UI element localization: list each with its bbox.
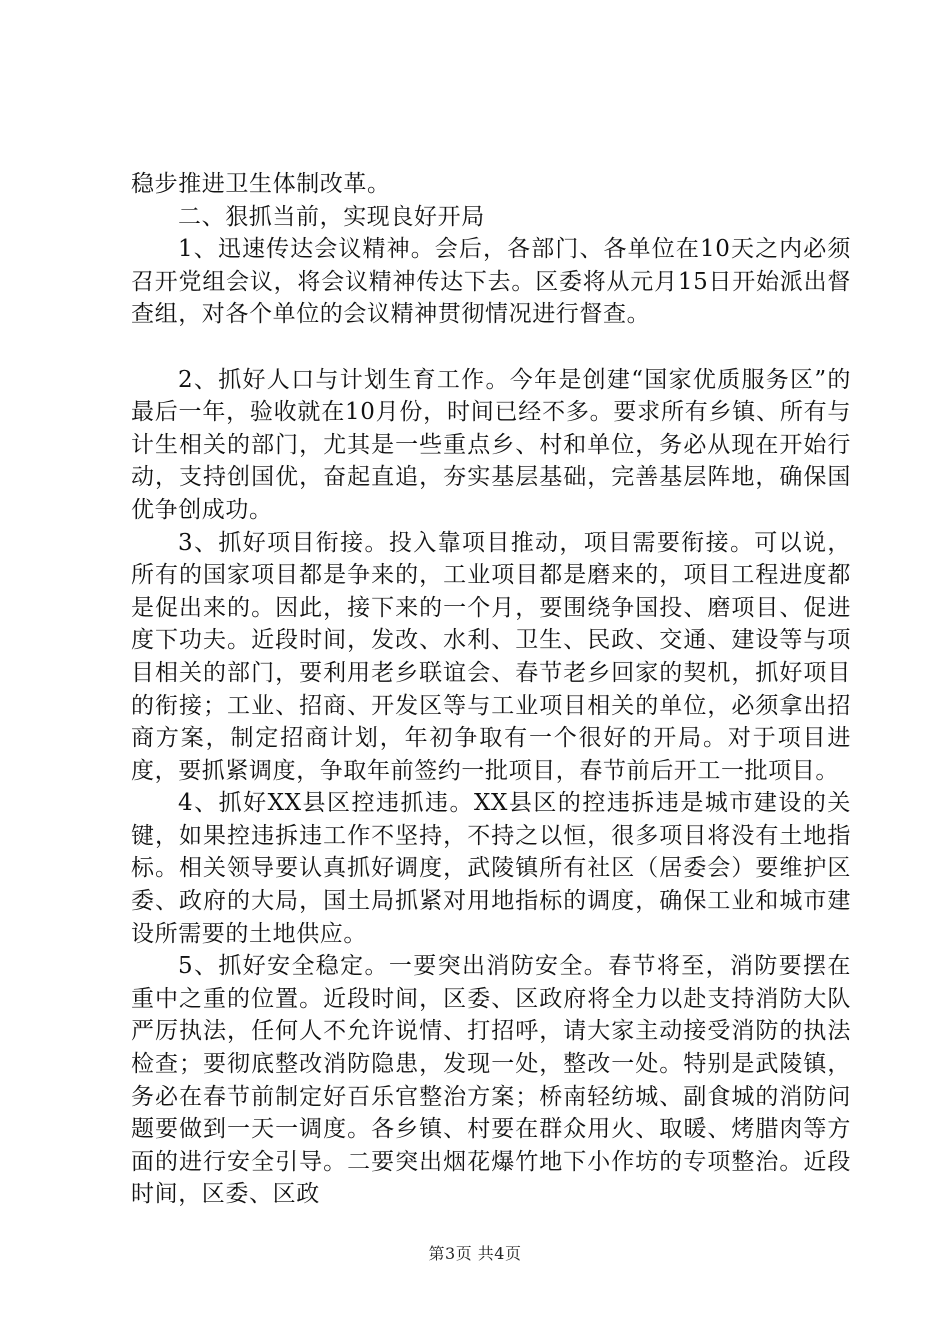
paragraph-continuation: 稳步推进卫生体制改革。	[131, 171, 391, 197]
section-heading: 二、狠抓当前，实现良好开局	[178, 203, 485, 230]
paragraph-gap	[131, 331, 851, 364]
paragraph-item-3: 3、抓好项目衔接。投入靠项目推动，项目需要衔接。可以说，所有的国家项目都是争来的，工业项目都是磨来的，项目工程进度都是促出来的。因此，接下来的一个月，要围绕争国投、磨项目、促进度下功夫。近段时间，发改、水利、卫生、民政、交通、建设等与项目相关的部门，要利用老乡联谊会、春节老乡回家的契机，抓好项目的衔接；工业、招商、开发区等与工业项目相关的单位，必须拿出招商方案，制定招商计划，年初争取有一个很好的开局。对于项目进度，要抓紧调度，争取年前签约一批项目，春节前后开工一批项目。	[131, 529, 851, 784]
paragraph-item-4: 4、抓好XX县区控违抓违。XX县区的控违拆违是城市建设的关键，如果控违拆违工作不坚持，不持之以恒，很多项目将没有土地指标。相关领导要认真抓好调度，武陵镇所有社区（居委会）要维护区委、政府的大局，国土局抓紧对用地指标的调度，确保工业和城市建设所需要的土地供应。	[131, 790, 851, 947]
paragraph-item-1: 1、迅速传达会议精神。会后，各部门、各单位在10天之内必须召开党组会议，将会议精神传达下去。区委将从元月15日开始派出督查组，对各个单位的会议精神贯彻情况进行督查。	[131, 236, 851, 328]
page-footer: 第3页 共4页	[428, 1244, 522, 1263]
document-body	[131, 168, 851, 1211]
paragraph-item-2: 2、抓好人口与计划生育工作。今年是创建“国家优质服务区”的最后一年，验收就在10月份，时间已经不多。要求所有乡镇、所有与计生相关的部门，尤其是一些重点乡、村和单位，务必从现在开始行动，支持创国优，奋起直追，夯实基层基础，完善基层阵地，确保国优争创成功。	[131, 366, 851, 523]
paragraph-item-5: 5、抓好安全稳定。一要突出消防安全。春节将至，消防要摆在重中之重的位置。近段时间，区委、区政府将全力以赴支持消防大队严厉执法，任何人不允许说情、打招呼，请大家主动接受消防的执法检查；要彻底整改消防隐患，发现一处，整改一处。特别是武陵镇，务必在春节前制定好百乐官整治方案；桥南轻纺城、副食城的消防问题要做到一天一调度。各乡镇、村要在群众用火、取暖、烤腊肉等方面的进行安全引导。二要突出烟花爆竹地下小作坊的专项整治。近段时间，区委、区政	[131, 953, 851, 1208]
